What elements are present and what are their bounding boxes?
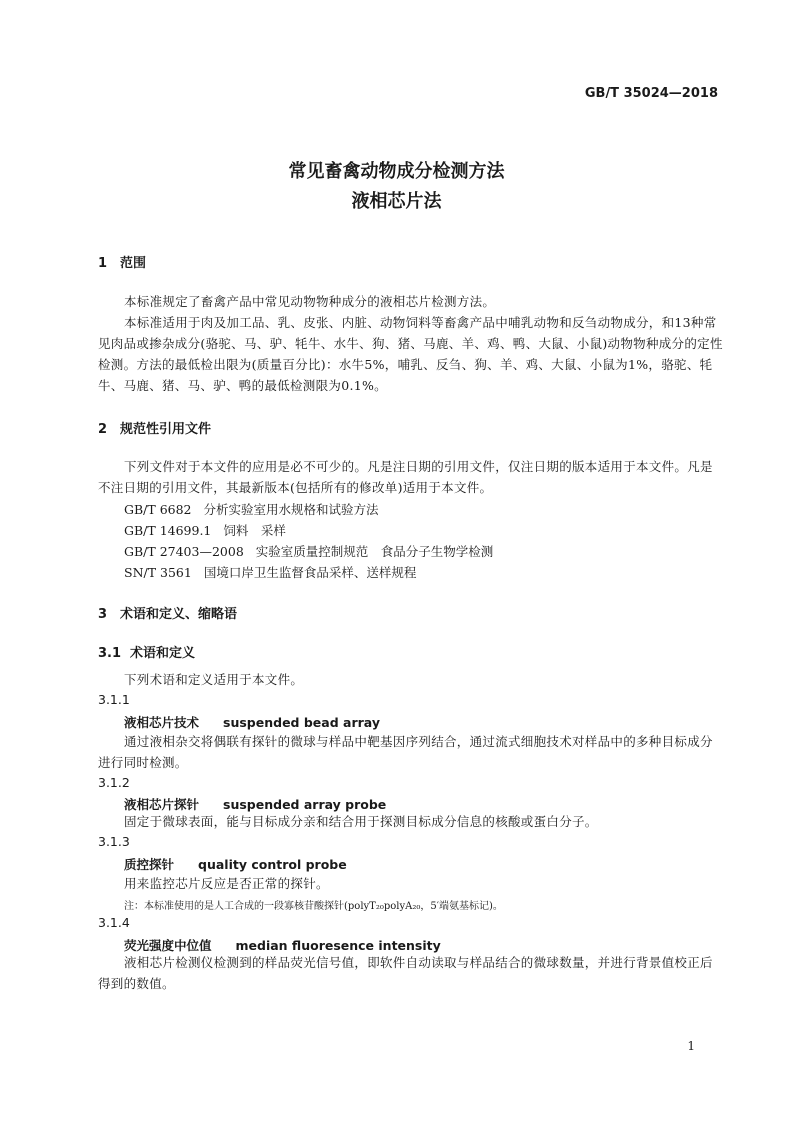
term-english: median fluoresence intensity	[235, 938, 441, 953]
section-number: 3	[98, 607, 108, 622]
document-subtitle: 液相芯片法	[351, 191, 442, 212]
term-number: 3.1.3	[98, 834, 130, 849]
term-number: 3.1.2	[98, 775, 130, 790]
term-heading	[124, 713, 380, 731]
section-title: 术语和定义、缩略语	[120, 607, 238, 622]
reference-item	[124, 542, 493, 560]
term-chinese: 液相芯片技术	[124, 715, 200, 730]
term-heading	[124, 855, 347, 873]
reference-code: SN/T 3561	[124, 565, 192, 580]
section-2-heading	[98, 418, 211, 437]
term-definition: 通过液相杂交将偶联有探针的微球与样品中靶基因序列结合，通过流式细胞技术对样品中的多种目标成分进行同时检测。	[98, 734, 713, 770]
term-number: 3.1.4	[98, 915, 130, 930]
section-title: 范围	[120, 256, 147, 271]
page-number: 1	[687, 1039, 695, 1053]
reference-title: 分析实验室用水规格和试验方法	[203, 502, 379, 517]
term-number: 3.1.1	[98, 692, 130, 707]
reference-title: 实验室质量控制规范 食品分子生物学检测	[255, 544, 494, 559]
document-title: 常见畜禽动物成分检测方法	[288, 161, 505, 182]
subsection-title: 术语和定义	[130, 646, 196, 661]
subsection-number: 3.1	[98, 646, 122, 661]
term-definition: 用来监控芯片反应是否正常的探针。	[124, 876, 329, 891]
section-3-heading	[98, 603, 237, 622]
section-1-heading	[98, 252, 146, 271]
term-english: suspended bead array	[223, 715, 380, 730]
scope-paragraph-1: 本标准规定了畜禽产品中常见动物物种成分的液相芯片检测方法。	[124, 294, 496, 309]
reference-item	[124, 521, 286, 539]
term-chinese: 液相芯片探针	[124, 797, 200, 812]
normative-intro: 下列文件对于本文件的应用是必不可少的。凡是注日期的引用文件，仅注日期的版本适用于本文件。凡是不注日期的引用文件，其最新版本(包括所有的修改单)适用于本文件。	[98, 459, 713, 495]
reference-title: 国境口岸卫生监督食品采样、送样规程	[203, 565, 417, 580]
term-chinese: 质控探针	[124, 857, 175, 872]
term-chinese: 荧光强度中位值	[124, 938, 212, 953]
reference-title: 饲料 采样	[223, 523, 286, 538]
term-definition: 固定于微球表面，能与目标成分亲和结合用于探测目标成分信息的核酸或蛋白分子。	[124, 814, 598, 829]
reference-item	[124, 563, 416, 581]
reference-code: GB/T 27403—2008	[124, 544, 244, 559]
term-definition: 液相芯片检测仪检测到的样品荧光信号值，即软件自动读取与样品结合的微球数量，并进行背景值校正后得到的数值。	[98, 955, 713, 991]
term-note: 注：本标准使用的是人工合成的一段寡核苷酸探针(polyT₂₀polyA₂₀，5′端氨基标记)。	[124, 901, 503, 912]
section-number: 2	[98, 422, 108, 437]
section-title: 规范性引用文件	[120, 422, 212, 437]
scope-paragraph-2: 本标准适用于肉及加工品、乳、皮张、内脏、动物饲料等畜禽产品中哺乳动物和反刍动物成分，和13种常见肉品或掺杂成分(骆驼、马、驴、牦牛、水牛、狗、猪、马鹿、羊、鸡、鸭、大鼠、小鼠)动物物种成分的定性检测。方法的最低检出限为(质量百分比)：水牛5%，哺乳、反刍、狗、羊、鸡、大鼠、小鼠为1%，骆驼、牦牛、马鹿、猪、马、驴、鸭的最低检测限为0.1%。	[98, 315, 723, 393]
subsection-3-1-heading	[98, 642, 195, 661]
terms-intro: 下列术语和定义适用于本文件。	[124, 672, 304, 687]
term-english: suspended array probe	[223, 797, 387, 812]
term-english: quality control probe	[198, 857, 347, 872]
reference-code: GB/T 6682	[124, 502, 192, 517]
reference-item	[124, 500, 379, 518]
standard-code: GB/T 35024—2018	[584, 86, 718, 101]
section-number: 1	[98, 256, 108, 271]
reference-code: GB/T 14699.1	[124, 523, 212, 538]
